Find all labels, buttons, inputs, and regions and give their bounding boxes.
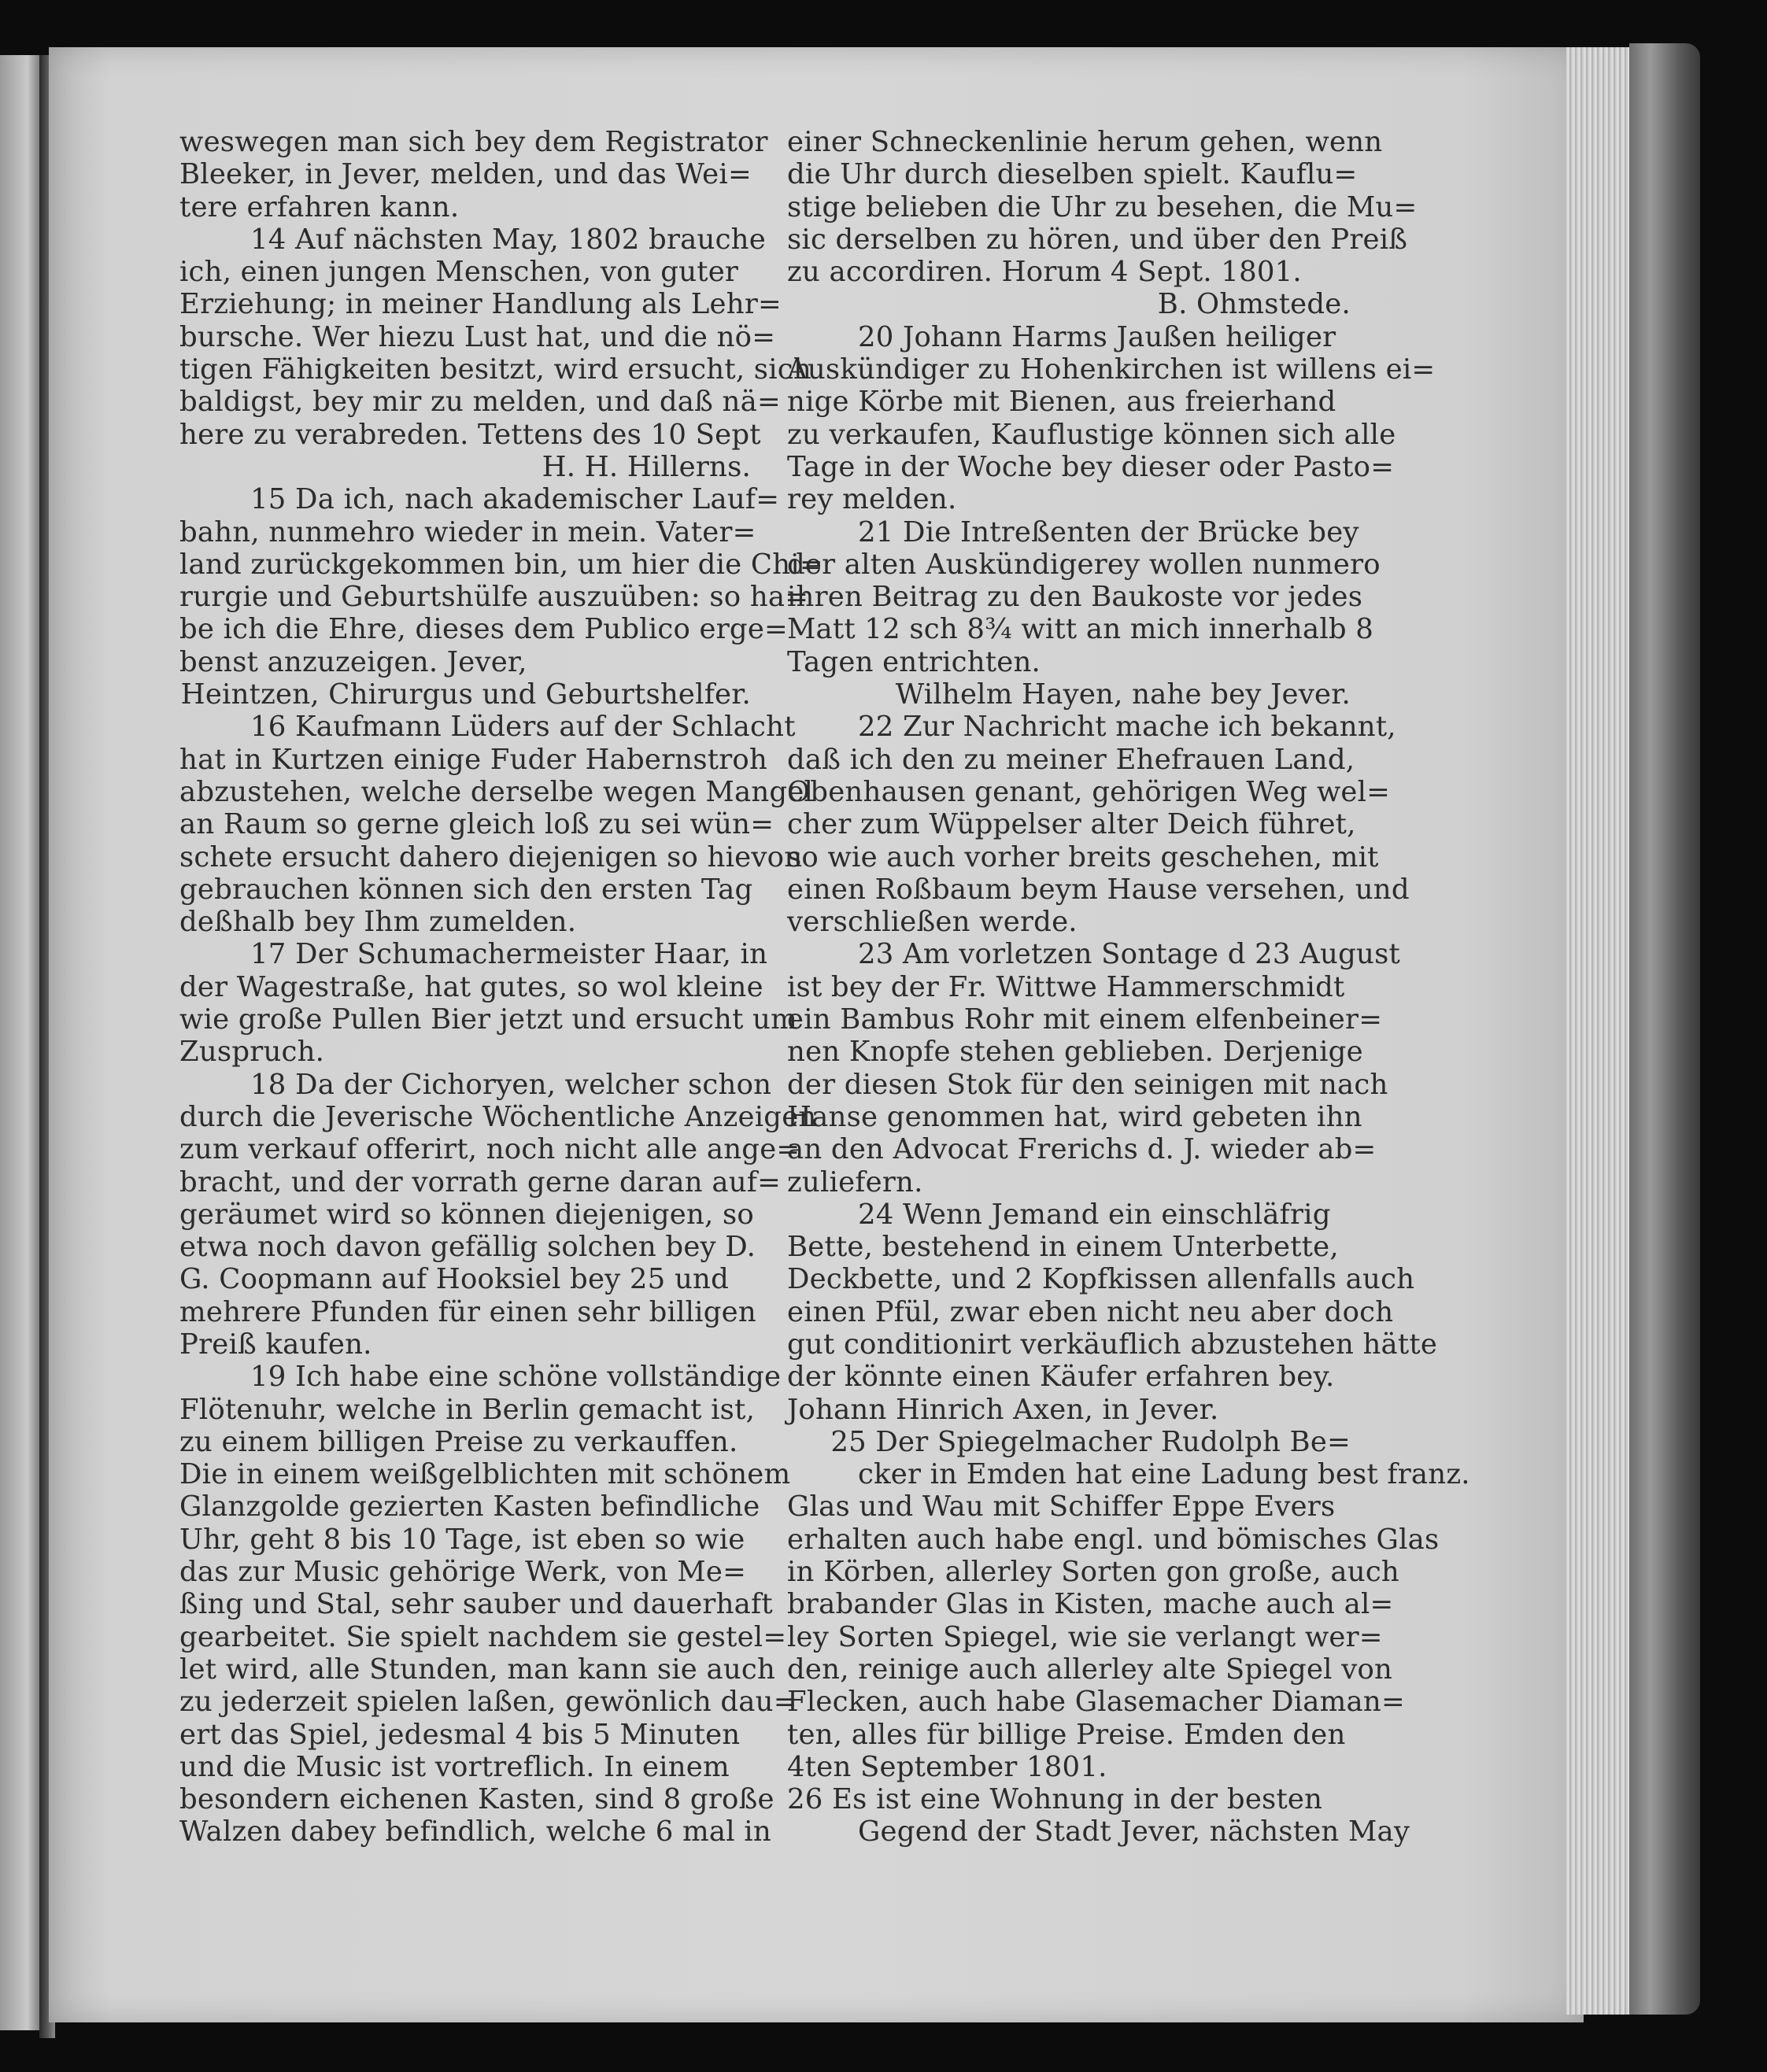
text-line: zuliefern. [787, 1165, 923, 1199]
text-line: 26 Es ist eine Wohnung in der besten [787, 1783, 1323, 1816]
text-line: brabander Glas in Kisten, mache auch al= [787, 1588, 1394, 1621]
text-line: tigen Fähigkeiten besitzt, wird ersucht, sich [179, 353, 811, 386]
text-line: mehrere Pfunden für einen sehr billigen [179, 1295, 756, 1328]
text-line: in Körben, allerley Sorten gon große, auch [787, 1556, 1399, 1589]
text-line: das zur Music gehörige Werk, von Me= [179, 1556, 747, 1589]
text-line: Walzen dabey befindlich, welche 6 mal in [179, 1815, 771, 1849]
text-line: Matt 12 sch 8¾ witt an mich innerhalb 8 [787, 613, 1374, 646]
text-line: Glanzgolde gezierten Kasten befindliche [179, 1490, 760, 1524]
text-line: 14 Auf nächsten May, 1802 brauche [250, 223, 766, 256]
text-line: let wird, alle Stunden, man kann sie auch [179, 1653, 776, 1686]
text-line: ten, alles für billige Preise. Emden den [787, 1718, 1346, 1751]
text-line: die Uhr durch dieselben spielt. Kauflu= [787, 158, 1358, 191]
text-line: gearbeitet. Sie spielt nachdem sie gestel= [179, 1620, 787, 1653]
text-line: der könnte einen Käufer erfahren bey. [787, 1361, 1335, 1394]
text-line: abzustehen, welche derselbe wegen Mangel [179, 775, 814, 808]
text-line: wie große Pullen Bier jetzt und ersucht um [179, 1003, 797, 1036]
text-line: ein Bambus Rohr mit einem elfenbeiner= [787, 1003, 1383, 1036]
text-line: rey melden. [787, 483, 957, 516]
text-line: deßhalb bey Ihm zumelden. [179, 906, 577, 939]
text-line: rurgie und Geburtshülfe auszuüben: so ha= [179, 581, 809, 614]
text-line: an den Advocat Frerichs d. J. wieder ab= [787, 1133, 1377, 1166]
text-line: stige belieben die Uhr zu besehen, die Mu= [787, 190, 1418, 223]
text-line: 20 Johann Harms Jaußen heiliger [858, 320, 1336, 353]
text-line: Gegend der Stadt Jever, nächsten May [858, 1815, 1410, 1849]
text-line: G. Coopmann auf Hooksiel bey 25 und [179, 1263, 730, 1296]
text-line: bracht, und der vorrath gerne daran auf= [179, 1165, 782, 1199]
text-line: Bette, bestehend in einem Unterbette, [787, 1231, 1339, 1264]
text-line: zu accordiren. Horum 4 Sept. 1801. [787, 256, 1302, 289]
text-line: baldigst, bey mir zu melden, und daß nä= [179, 386, 781, 419]
text-line: land zurückgekommen bin, um hier die Chi= [179, 548, 823, 581]
text-line: schete ersucht dahero diejenigen so hievon [179, 840, 803, 873]
left-text-column [179, 126, 823, 1849]
text-line: here zu verabreden. Tettens des 10 Sept [179, 418, 761, 451]
text-line: ley Sorten Spiegel, wie sie verlangt wer= [787, 1620, 1383, 1653]
text-line: einer Schneckenlinie herum gehen, wenn [787, 126, 1383, 158]
text-line: nen Knopfe stehen geblieben. Derjenige [787, 1036, 1363, 1069]
text-line: ist bey der Fr. Wittwe Hammerschmidt [787, 970, 1345, 1003]
text-line: Zuspruch. [179, 1036, 325, 1069]
text-line: 23 Am vorletzen Sontage d 23 August [858, 938, 1400, 971]
text-line: der Wagestraße, hat gutes, so wol kleine [179, 970, 763, 1003]
text-line: den, reinige auch allerley alte Spiegel von [787, 1653, 1393, 1686]
text-line: 16 Kaufmann Lüders auf der Schlacht [250, 711, 796, 744]
text-line: Erziehung; in meiner Handlung als Lehr= [179, 288, 782, 321]
text-line: gebrauchen können sich den ersten Tag [179, 873, 753, 906]
text-line: etwa noch davon gefällig solchen bey D. [179, 1231, 756, 1264]
text-line: besondern eichenen Kasten, sind 8 große [179, 1783, 774, 1816]
text-line: hat in Kurtzen einige Fuder Habernstroh [179, 743, 768, 776]
text-line: 24 Wenn Jemand ein einschläfrig [858, 1198, 1331, 1231]
text-line: 4ten September 1801. [787, 1750, 1107, 1783]
text-line: sic derselben zu hören, und über den Preiß [787, 223, 1408, 256]
text-line: 19 Ich habe eine schöne vollständige [250, 1361, 782, 1394]
text-line: durch die Jeverische Wöchentliche Anzeigen [179, 1100, 817, 1133]
text-line: gut conditionirt verkäuflich abzustehen hätte [787, 1328, 1438, 1361]
text-line: einen Roßbaum beym Hause versehen, und [787, 873, 1410, 906]
text-line: 25 Der Spiegelmacher Rudolph Be= [830, 1425, 1351, 1458]
text-line: Die in einem weißgelblichten mit schönem [179, 1458, 791, 1491]
text-line: zum verkauf offerirt, noch nicht alle ange= [179, 1133, 800, 1166]
text-line: bursche. Wer hiezu Lust hat, und die nö= [179, 320, 776, 353]
text-line: Glas und Wau mit Schiffer Eppe Evers [787, 1490, 1336, 1524]
text-line: zu jederzeit spielen laßen, gewönlich dau= [179, 1686, 797, 1719]
text-line: ihren Beitrag zu den Baukoste vor jedes [787, 581, 1363, 614]
text-line: 22 Zur Nachricht mache ich bekannt, [858, 711, 1396, 744]
text-line: daß ich den zu meiner Ehefrauen Land, [787, 743, 1355, 776]
text-line: an Raum so gerne gleich loß zu sei wün= [179, 808, 774, 841]
text-line: benst anzuzeigen. Jever, [179, 645, 527, 678]
text-line: tere erfahren kann. [179, 190, 460, 223]
text-line: Johann Hinrich Axen, in Jever. [787, 1393, 1219, 1426]
text-line: einen Pfül, zwar eben nicht neu aber doch [787, 1295, 1394, 1328]
text-line: zu einem billigen Preise zu verkauffen. [179, 1425, 738, 1458]
text-line: ich, einen jungen Menschen, von guter [179, 256, 739, 289]
text-line: Deckbette, und 2 Kopfkissen allenfalls auch [787, 1263, 1415, 1296]
text-line: H. H. Hillerns. [542, 450, 751, 483]
text-line: und die Music ist vortreflich. In einem [179, 1750, 730, 1783]
text-line: Wilhelm Hayen, nahe bey Jever. [895, 678, 1351, 711]
text-line: Bleeker, in Jever, melden, und das Wei= [179, 158, 752, 191]
text-line: Preiß kaufen. [179, 1328, 372, 1361]
text-line: erhalten auch habe engl. und bömisches Glas [787, 1523, 1440, 1556]
text-line: der diesen Stok für den seinigen mit nach [787, 1068, 1388, 1101]
text-line: cker in Emden hat eine Ladung best franz. [858, 1458, 1470, 1491]
text-line: Flötenuhr, welche in Berlin gemacht ist, [179, 1393, 756, 1426]
text-line: Tagen entrichten. [787, 645, 1041, 678]
text-line: weswegen man sich bey dem Registrator [179, 126, 768, 158]
text-line: ert das Spiel, jedesmal 4 bis 5 Minuten [179, 1718, 741, 1751]
text-line: Flecken, auch habe Glasemacher Diaman= [787, 1686, 1405, 1719]
text-line: Heintzen, Chirurgus und Geburtshelfer. [180, 678, 751, 711]
text-line: 18 Da der Cichoryen, welcher schon [250, 1068, 772, 1101]
text-line: zu verkaufen, Kauflustige können sich alle [787, 418, 1396, 451]
text-line: ßing und Stal, sehr sauber und dauerhaft [179, 1588, 773, 1621]
text-line: Tage in der Woche bey dieser oder Pasto= [787, 450, 1395, 483]
text-line: geräumet wird so können diejenigen, so [179, 1198, 754, 1231]
text-line: Auskündiger zu Hohenkirchen ist willens ei= [787, 353, 1436, 386]
text-line: verschließen werde. [787, 906, 1078, 939]
page-edges [1566, 47, 1637, 2015]
text-line: cher zum Wüppelser alter Deich führet, [787, 808, 1356, 841]
right-text-column [787, 126, 1470, 1849]
text-line: 21 Die Intreßenten der Brücke bey [858, 515, 1359, 548]
text-line: Obenhausen genant, gehörigen Weg wel= [787, 775, 1391, 808]
text-line: bahn, nunmehro wieder in mein. Vater= [179, 515, 756, 548]
text-line: 15 Da ich, nach akademischer Lauf= [250, 483, 780, 516]
text-line: so wie auch vorher breits geschehen, mit [787, 840, 1379, 873]
text-line: be ich die Ehre, dieses dem Publico erge= [179, 613, 788, 646]
text-line: Hanse genommen hat, wird gebeten ihn [787, 1100, 1362, 1133]
text-line: 17 Der Schumachermeister Haar, in [250, 938, 768, 971]
text-line: der alten Auskündigerey wollen nunmero [787, 548, 1381, 581]
text-line: nige Körbe mit Bienen, aus freierhand [787, 386, 1336, 419]
text-line: B. Ohmstede. [1157, 288, 1351, 321]
text-line: Uhr, geht 8 bis 10 Tage, ist eben so wie [179, 1523, 745, 1556]
book-cover-board [1629, 43, 1700, 2015]
